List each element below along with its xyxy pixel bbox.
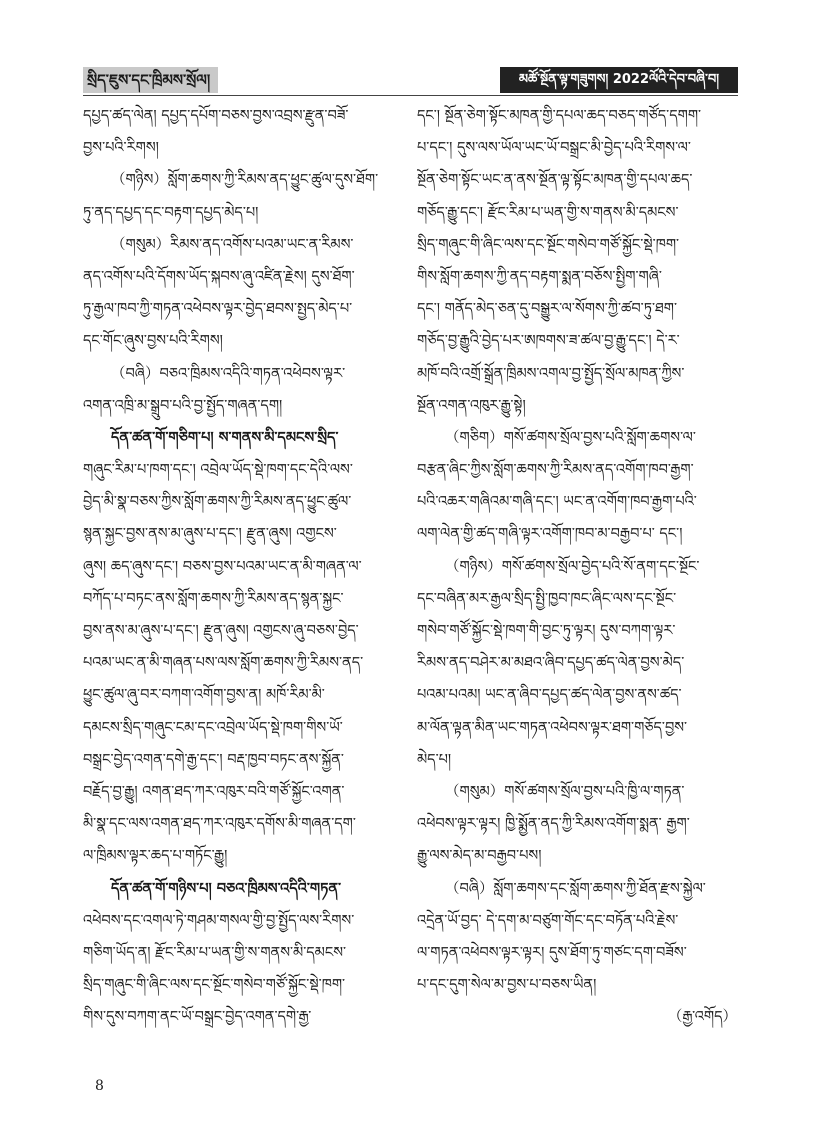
text-line: གཞུང་རིམ་པ་ཁག་དང་། འབྲེལ་ཡོད་སྡེ་ཁག་དང་དེའི་ལས་: [83, 462, 353, 479]
text-line: རིམས་ནད་བཤེར་མ་མཐའ་ཞིབ་དཔྱད་ཚད་ལེན་བྱས་མེད་: [417, 655, 685, 672]
text-line: ལག་ལེན་གྱི་ཚད་གཞི་ལྟར་འགོག་ཁབ་མ་བརྒྱབ་པ་ དང་།: [417, 526, 683, 543]
left-column: [83, 100, 405, 1033]
text-line: གཅོད་བྱ་རྒྱུའི་བྱེད་པར་ཨཁགས་ཟ་ཚལ་བྱ་རྒྱུ་དང་། དེ་ར་: [417, 333, 680, 350]
text-line: （གཉིས）སློག་ཆགས་ཀྱི་རིམས་ནད་ཕྱུང་ཚུལ་དུས་ཐོག་: [111, 172, 379, 189]
text-line: སྔོན་ཅེག་སྟོང་ཡང་ན་ནས་སྔོན་ལྟ་སྟོང་མཁན་གྱི་དཔལ་ཆད་: [417, 172, 693, 189]
text-line: ཏུ་རྒྱལ་ཁབ་ཀྱི་གཏན་འཕེབས་ལྟར་བྱེད་ཐབས་སྤྱད་མེད་པ་: [83, 301, 353, 318]
text-line: པ་དང་དུག་སེལ་མ་བྱས་པ་བཅས་ཡིན།: [417, 977, 597, 994]
text-line: མ་ལོན་ལྟན་མིན་ཡང་གཏན་འཕེབས་ལྟར་ཐག་གཅོད་བྱས་: [417, 719, 688, 736]
text-line: གིས་དུས་བཀག་ནང་ཡོ་བསྒྲང་བྱེད་འགན་དགེ་རྒྱ་: [83, 1009, 312, 1026]
text-line: བསྒྲང་བྱེད་འགན་དགེ་རྒྱ་དང་། བརྡ་ཁྱབ་བཏང་ནས་སྐྱོན་: [83, 751, 344, 768]
text-line: བརྩན་ཞིང་ཀྱིས་སློག་ཆགས་ཀྱི་རིམས་ནད་འགོག་ཁབ་རྒྱག་: [417, 462, 694, 479]
text-line: གསེབ་གཙོ་སྐྱོང་སྡེ་ཁག་གི་བྱང་ཏུ་ལྟར། དུས་བཀག་ལྟར་: [417, 623, 676, 639]
text-line: （གསུམ）རིམས་ནད་འགོས་པའམ་ཡང་ན་རིམས་: [111, 236, 354, 253]
text-line: མཁོ་བའི་འགྲོ་སྒྲོན་ཁྲིམས་འགལ་བྱ་སྤྱོད་སྲོལ་མཁན་ཀྱིས་: [417, 365, 685, 382]
text-line: པའི་འཆར་གཞིའམ་གཞི་དང་། ཡང་ན་འགོག་ཁབ་རྒྱག་པའི་: [417, 494, 697, 511]
text-line: （གཉིས）གསོ་ཚགས་སྲོལ་བྱེད་པའི་སོ་ནག་དང་སྔོང་: [445, 558, 700, 575]
section-header: སྲིད་ཇུས་དང་ཁྲིམས་སྲོལ།: [83, 67, 218, 93]
text-line: （བཞི）བཅའ་ཁྲིམས་འདིའི་གཏན་འཕེབས་ལྟར་: [111, 365, 346, 382]
text-line: （རྒྱ་འགོད）: [667, 1009, 737, 1026]
text-line: བརྗོད་བྱ་རྒྱུ། འགན་ཐད་ཀར་འཁུར་བའི་གཙོ་སྐྱོང་འགན་: [83, 783, 345, 800]
text-line: དང་། སྔོན་ཅེག་སྟོང་མཁན་གྱི་དཔལ་ཆད་བཅད་གཙོད་དགག་: [417, 108, 702, 124]
text-line: དང་གོང་ཞུས་བྱས་པའི་རིགས།: [83, 333, 223, 350]
text-line: འདྲེན་ཡོ་བྱད་ དེ་དག་མ་བཙུག་གོང་དང་བཏོན་པའི་རྗེས་: [417, 912, 679, 929]
text-line: ཞུས། ཆད་ཞུས་དང་། བཅས་བྱས་པའམ་ཡང་ན་མི་གཞན་ལ་: [83, 558, 362, 575]
text-line: དཔྱད་ཚད་ལེན། དཔྱད་དཔོག་བཅས་བྱས་འབྲས་རྫུན་བཟོ་: [83, 108, 349, 124]
right-column: [417, 100, 739, 1033]
header-divider: [83, 95, 738, 96]
text-line: གཅིག་ཡོད་ན། རྫོང་རིམ་པ་ཡན་གྱི་ས་གནས་མི་དམངས་: [83, 944, 347, 961]
text-line: གཅོད་རྒྱུ་དང་། རྫོང་རིམ་པ་ཡན་གྱི་ས་གནས་མི་དམངས་: [417, 204, 679, 221]
text-line: ལ་གཏན་འཕེབས་ལྟར་ལྟར། དུས་ཐོག་ཏུ་གཙང་དག་བཟོས་: [417, 944, 687, 961]
text-line: （བཞི）སློག་ཆགས་དང་སློག་ཆགས་ཀྱི་ཐོན་རྫས་སྐྱེལ་: [445, 880, 706, 897]
text-line: པའམ་པའམ། ཡང་ན་ཞིབ་དཔྱད་ཚད་ལེན་བྱས་ནས་ཚད་: [417, 687, 682, 704]
text-line: བྱས་པའི་རིགས།: [83, 140, 159, 157]
text-line: མེད་པ།: [417, 751, 452, 768]
text-line: བྱས་ནས་མ་ཞུས་པ་དང་། རྫུན་ཞུས། འགྱངས་ཞུ་བཅས་བྱེད་: [83, 623, 359, 639]
text-line: པ་དང་། དུས་ལས་ཡོལ་ཡང་ཡོ་བསྒྲང་མི་བྱེད་པའི་རིགས་ལ་: [417, 140, 691, 157]
page-number: 8: [95, 1078, 104, 1094]
text-line: ནད་འགོས་པའི་དོགས་ཡོད་སྐབས་ཞུ་འཛིན་རྗེས། དུས་ཐོག་: [83, 268, 355, 285]
text-line: ལ་ཁྲིམས་ལྟར་ཆད་པ་གཏོང་རྒྱུ།: [83, 848, 228, 865]
text-line: འཕེབས་ལྟར་ལྟར། ཁྱི་སྨྱོན་ནད་ཀྱི་རིམས་འགོག་སྨན་ རྒྱག་: [417, 816, 690, 833]
text-line: སྲིད་གཞུང་གི་ཞིང་ལས་དང་སྔོང་གསེབ་གཙོ་སྐྱོང་སྡེ་ཁག་: [83, 977, 346, 994]
text-line: པའམ་ཡང་ན་མི་གཞན་པས་ལས་སློག་ཆགས་ཀྱི་རིམས་ནད་: [83, 655, 364, 672]
text-line: དམངས་སྲིད་གཞུང་ངམ་དང་འབྲེལ་ཡོད་སྡེ་ཁག་གིས་ཡོ་: [83, 719, 343, 736]
text-line: ཕྱུང་ཚུལ་ཞུ་བར་བཀག་འགོག་བྱས་ན། མཁོ་རིམ་མི་: [83, 687, 325, 704]
text-line: དང་བཞིན་མར་རྒྱལ་སྲིད་སྤྱི་ཁྱབ་ཁང་ཞིང་ལས་དང་སྔོང་: [417, 590, 677, 607]
text-line: ཏུ་ནད་དཔྱད་དང་བརྟག་དཔྱད་མེད་པ།: [83, 204, 259, 221]
text-line: སྔོན་འགན་འཁུར་རྒྱུ་སྟེ།: [417, 397, 526, 414]
text-line: སྲིད་གཞུང་གི་ཞིང་ལས་དང་སྔོང་གསེབ་གཙོ་སྐྱོང་སྡེ་ཁག་: [417, 236, 680, 253]
text-line: མི་སྣ་དང་ལས་འགན་ཐད་ཀར་འཁུར་དགོས་མི་གཞན་དག་: [83, 816, 356, 833]
journal-header: མཚོ་སྔོན་ལྟ་གཟུགས། 2022ལོའི་དེབ་བཞི་བ།: [500, 67, 738, 93]
text-line: （གསུམ）གསོ་ཚགས་སྲོལ་བྱས་པའི་ཁྱི་ལ་གཏན་: [445, 783, 685, 800]
text-line: དོན་ཚན་གོ་གཅིག་པ། ས་གནས་མི་དམངས་སྲིད་: [111, 429, 339, 446]
text-line: འཕེབས་དང་འགལ་ཏེ་གཤམ་གསལ་གྱི་བྱ་སྤྱོད་ལས་རིགས་: [83, 912, 355, 929]
text-line: སྙན་སྐྱང་བྱས་ནས་མ་ཞུས་པ་དང་། རྫུན་ཞུས། འགྱངས་: [83, 526, 337, 543]
text-line: དོན་ཚན་གོ་གཉིས་པ། བཅའ་ཁྲིམས་འདིའི་གཏན་: [111, 880, 342, 897]
text-line: བྱེད་མི་སྣ་བཅས་ཀྱིས་སློག་ཆགས་ཀྱི་རིམས་ནད་ཕྱུང་ཚུལ་: [83, 494, 352, 511]
text-line: དང་། གནོད་མེད་ཅན་དུ་བསྒྱུར་ལ་སོགས་ཀྱི་ཚབ་ཏུ་ཐག་: [417, 301, 677, 318]
text-line: གིས་སློག་ཆགས་ཀྱི་ནད་བརྟག་སྨན་བཅོས་སྤྱིག་གཞི་: [417, 268, 662, 285]
text-line: རྒྱུ་ལས་མེད་མ་བརྒྱབ་པས།: [417, 848, 542, 865]
text-line: བཀོད་པ་བཏང་ནས་སློག་ཆགས་ཀྱི་རིམས་ནད་སྙན་སྐྱང་: [83, 590, 344, 607]
text-line: འགན་འཁྲི་མ་སྒྲུབ་པའི་བྱ་སྤྱོད་གཞན་དག།: [83, 397, 283, 414]
text-line: （གཅིག）གསོ་ཚགས་སྲོལ་བྱས་པའི་སློག་ཆགས་ལ་: [445, 429, 696, 446]
